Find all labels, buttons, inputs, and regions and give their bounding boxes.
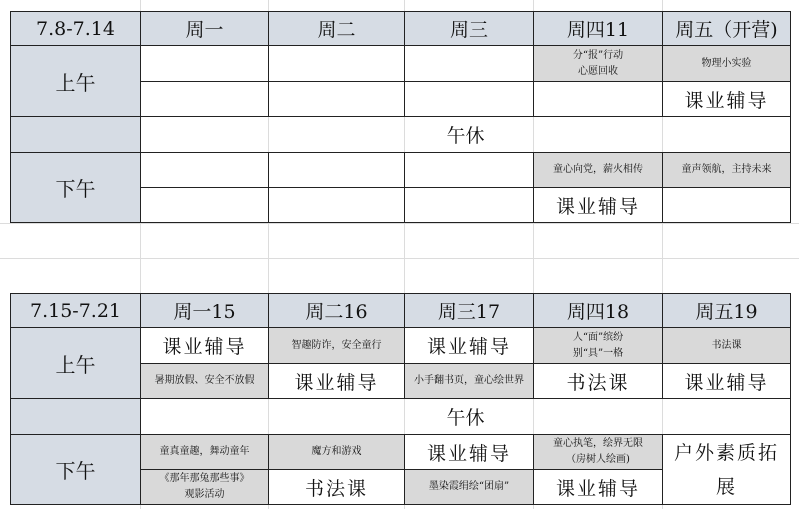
schedule-cell[interactable]: 魔方和游戏 [269, 435, 405, 470]
schedule-cell[interactable]: 书法课 [269, 470, 405, 505]
week-range-header[interactable]: 7.8-7.14 [11, 12, 141, 46]
week-range-header[interactable]: 7.15-7.21 [11, 294, 141, 328]
gridline [0, 223, 799, 224]
schedule-cell[interactable] [269, 188, 405, 223]
schedule-cell[interactable]: 课业辅导 [141, 328, 269, 364]
noon-label-cell[interactable] [11, 117, 141, 153]
schedule-cell[interactable] [269, 153, 405, 188]
day-header-fri[interactable]: 周五19 [663, 294, 791, 328]
afternoon-label[interactable]: 下午 [11, 435, 141, 505]
day-header-mon[interactable]: 周一 [141, 12, 269, 46]
schedule-cell[interactable] [405, 46, 534, 82]
day-header-fri[interactable]: 周五（开营) [663, 12, 791, 46]
morning-label[interactable]: 上午 [11, 46, 141, 117]
day-header-wed[interactable]: 周三 [405, 12, 534, 46]
schedule-cell[interactable]: 童声领航，主持未来 [663, 153, 791, 188]
schedule-cell[interactable] [269, 46, 405, 82]
schedule-cell[interactable]: 墨染霞绢绘“团扇” [405, 470, 534, 505]
schedule-cell[interactable]: 《那年那兔那些事》 观影活动 [141, 470, 269, 505]
afternoon-label[interactable]: 下午 [11, 153, 141, 223]
schedule-cell[interactable]: 课业辅导 [405, 435, 534, 470]
schedule-table-week2 [10, 293, 791, 505]
schedule-cell[interactable] [405, 153, 534, 188]
schedule-cell[interactable] [141, 188, 269, 223]
gridline [0, 258, 799, 259]
schedule-cell[interactable]: 课业辅导 [534, 188, 663, 223]
schedule-cell[interactable] [141, 82, 269, 117]
morning-label[interactable]: 上午 [11, 328, 141, 399]
schedule-cell[interactable]: 课业辅导 [663, 82, 791, 117]
schedule-cell[interactable] [141, 46, 269, 82]
schedule-cell[interactable] [405, 188, 534, 223]
schedule-cell[interactable] [269, 82, 405, 117]
schedule-cell[interactable]: 智趣防诈，安全童行 [269, 328, 405, 364]
noon-break-cell[interactable]: 午休 [141, 117, 791, 153]
schedule-cell[interactable]: 课业辅导 [405, 328, 534, 364]
noon-label-cell[interactable] [11, 399, 141, 435]
schedule-cell[interactable]: 童心执笔，绘界无限 （房树人绘画) [534, 435, 663, 470]
day-header-tue[interactable]: 周二16 [269, 294, 405, 328]
schedule-cell[interactable] [141, 153, 269, 188]
day-header-wed[interactable]: 周三17 [405, 294, 534, 328]
schedule-cell[interactable] [663, 188, 791, 223]
schedule-table-week1 [10, 11, 791, 223]
schedule-cell[interactable]: 暑期放假、安全不放假 [141, 364, 269, 399]
day-header-thu[interactable]: 周四18 [534, 294, 663, 328]
schedule-cell[interactable]: 童真童趣，舞动童年 [141, 435, 269, 470]
schedule-cell[interactable]: 书法课 [663, 328, 791, 364]
day-header-thu[interactable]: 周四11 [534, 12, 663, 46]
schedule-cell[interactable]: 书法课 [534, 364, 663, 399]
day-header-mon[interactable]: 周一15 [141, 294, 269, 328]
schedule-cell[interactable] [534, 82, 663, 117]
schedule-cell[interactable]: 课业辅导 [663, 364, 791, 399]
schedule-cell[interactable]: 童心向党，薪火相传 [534, 153, 663, 188]
schedule-cell[interactable]: 课业辅导 [534, 470, 663, 505]
schedule-cell[interactable]: 分“报”行动 心愿回收 [534, 46, 663, 82]
schedule-cell[interactable]: 物理小实验 [663, 46, 791, 82]
schedule-cell[interactable] [405, 82, 534, 117]
schedule-cell[interactable]: 小手翻书页，童心绘世界 [405, 364, 534, 399]
schedule-cell[interactable]: 人“面”缤纷 别“具”一格 [534, 328, 663, 364]
noon-break-cell[interactable]: 午休 [141, 399, 791, 435]
schedule-cell-outdoor[interactable]: 户外素质拓展 [663, 435, 791, 505]
day-header-tue[interactable]: 周二 [269, 12, 405, 46]
schedule-cell[interactable]: 课业辅导 [269, 364, 405, 399]
